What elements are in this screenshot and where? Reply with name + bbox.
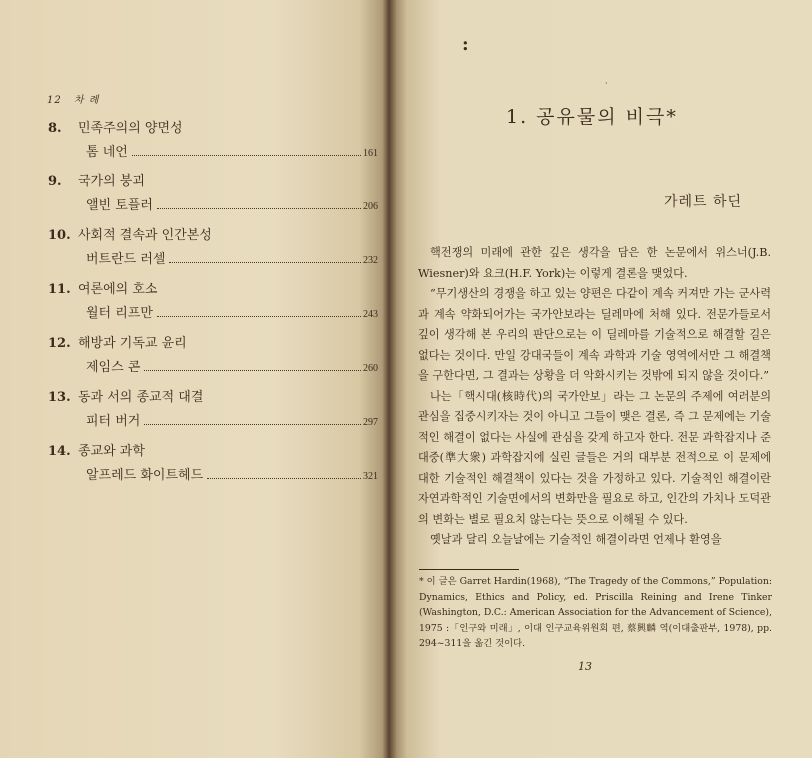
- paragraph: 옛날과 달리 오늘날에는 기술적인 해결이라면 언제나 환영을: [430, 533, 722, 546]
- toc-title: 동과 서의 종교적 대결: [78, 390, 204, 405]
- ornament-mark: :: [462, 34, 469, 55]
- leader-dots: [169, 261, 361, 263]
- toc-title: 종교와 과학: [78, 444, 145, 459]
- toc-entry: [48, 224, 378, 267]
- paragraph: 나는「핵시대(核時代)의 국가안보」라는 그 논문의 주제에 여러분의 관심을 집중시키자는 것이 아니고 그들이 맺은 결론, 즉 그 문제에는 기술적인 해결이 없다는 사실에 관심을 갖게 하고자 한다. 전문 과학잡지나 준대중(準大衆) 과학잡지에 실린 글들은 거의 대부분 전적으로 이 문제에 대한 기술적인 해결책이 있다는 것을 가정하고 있다. 기술적인 해결이란 자연과학적인 기술면에서의 변화만을 필요로 하고, 인간의 가치나 도덕관의 변화는 별로 필요치 않는다는 뜻으로 이해될 수 있다.: [418, 389, 771, 526]
- leader-dots: [144, 369, 361, 371]
- small-mark: ·: [605, 79, 608, 88]
- toc-page-number: 297: [363, 417, 378, 428]
- chapter-author: 가레트 하딘: [664, 194, 743, 210]
- toc-number: 9.: [48, 174, 62, 189]
- leader-dots: [132, 154, 361, 156]
- toc-number: 14.: [48, 444, 71, 459]
- toc-title: 여론에의 호소: [78, 282, 158, 297]
- toc-entry: [48, 386, 378, 429]
- toc-page-number: 206: [363, 201, 378, 212]
- footnote: [419, 574, 772, 652]
- toc-entry: [48, 332, 378, 375]
- toc-number: 10.: [48, 228, 71, 243]
- toc-page-number: 243: [363, 309, 378, 320]
- toc-page-number: 260: [363, 363, 378, 374]
- toc-title: 민족주의의 양면성: [78, 121, 183, 136]
- toc-author: 알프레드 화이트헤드: [86, 468, 204, 483]
- left-page: [0, 0, 390, 758]
- leader-dots: [157, 207, 361, 209]
- toc-page-number: 232: [363, 255, 378, 266]
- toc-author: 피터 버거: [86, 414, 141, 429]
- toc-number: 11.: [48, 282, 71, 297]
- page-number: 13: [578, 660, 592, 673]
- footnote-text: 이 글은 Garret Hardin(1968), “The Tragedy of the Commons,” Population: Dynamics, Ethics and Policy, ed. Priscilla Reining and Irene Tinker (Washington, D.C.: American Association for the Advancement of Science), 1975 :「인구와 미래」, 이대 인구교육위원회 편, 蔡興麟 역(이대출판부, 1978), pp. 294~311을 옮긴 것이다.: [419, 576, 772, 649]
- paragraph: 핵전쟁의 미래에 관한 깊은 생각을 담은 한 논문에서 위스너(J.B. Wiesner)와 요크(H.F. York)는 이렇게 결론을 맺었다.: [418, 246, 771, 280]
- footnote-mark: *: [419, 576, 424, 587]
- toc-author: 제임스 콘: [86, 360, 141, 375]
- running-head-page: 12: [47, 95, 62, 106]
- toc-number: 8.: [48, 121, 62, 136]
- toc-title: 사회적 결속과 인간본성: [78, 228, 212, 243]
- toc-author: 톰 네언: [86, 145, 128, 160]
- running-head: [47, 91, 99, 106]
- toc-author: 앨빈 토플러: [86, 198, 153, 213]
- toc-entry: [48, 117, 378, 160]
- toc-title: 해방과 기독교 윤리: [78, 336, 187, 351]
- book-gutter: [382, 0, 396, 758]
- toc-page-number: 161: [363, 148, 378, 159]
- toc-number: 12.: [48, 336, 71, 351]
- chapter-title: 1. 공유물의 비극*: [506, 106, 678, 128]
- footnote-rule: [419, 569, 519, 570]
- article-body: [418, 243, 771, 551]
- toc-entry: [48, 278, 378, 321]
- toc-number: 13.: [48, 390, 71, 405]
- paragraph: “무기생산의 경쟁을 하고 있는 양편은 다같이 계속 커져만 가는 군사력과 계속 약화되어가는 국가안보라는 딜레마에 처해 있다. 전문가들로서 깊이 생각해 본 우리의 판단으로는 이 딜레마를 기술적으로 해결할 길은 없다는 것이다. 만일 강대국들이 계속 과학과 기술 영역에서만 그 해결책을 구한다면, 그 결과는 상황을 더 악화시키는 것밖에 되지 않을 것이다.”: [418, 287, 771, 382]
- running-head-label: 차 례: [73, 95, 100, 106]
- leader-dots: [144, 423, 361, 425]
- toc-title: 국가의 붕괴: [78, 174, 145, 189]
- toc-entry: [48, 170, 378, 213]
- toc-page-number: 321: [363, 471, 378, 482]
- leader-dots: [157, 315, 361, 317]
- toc-author: 버트란드 러셀: [86, 252, 166, 267]
- toc-entry: [48, 440, 378, 483]
- toc-author: 월터 리프만: [86, 306, 153, 321]
- leader-dots: [207, 477, 361, 479]
